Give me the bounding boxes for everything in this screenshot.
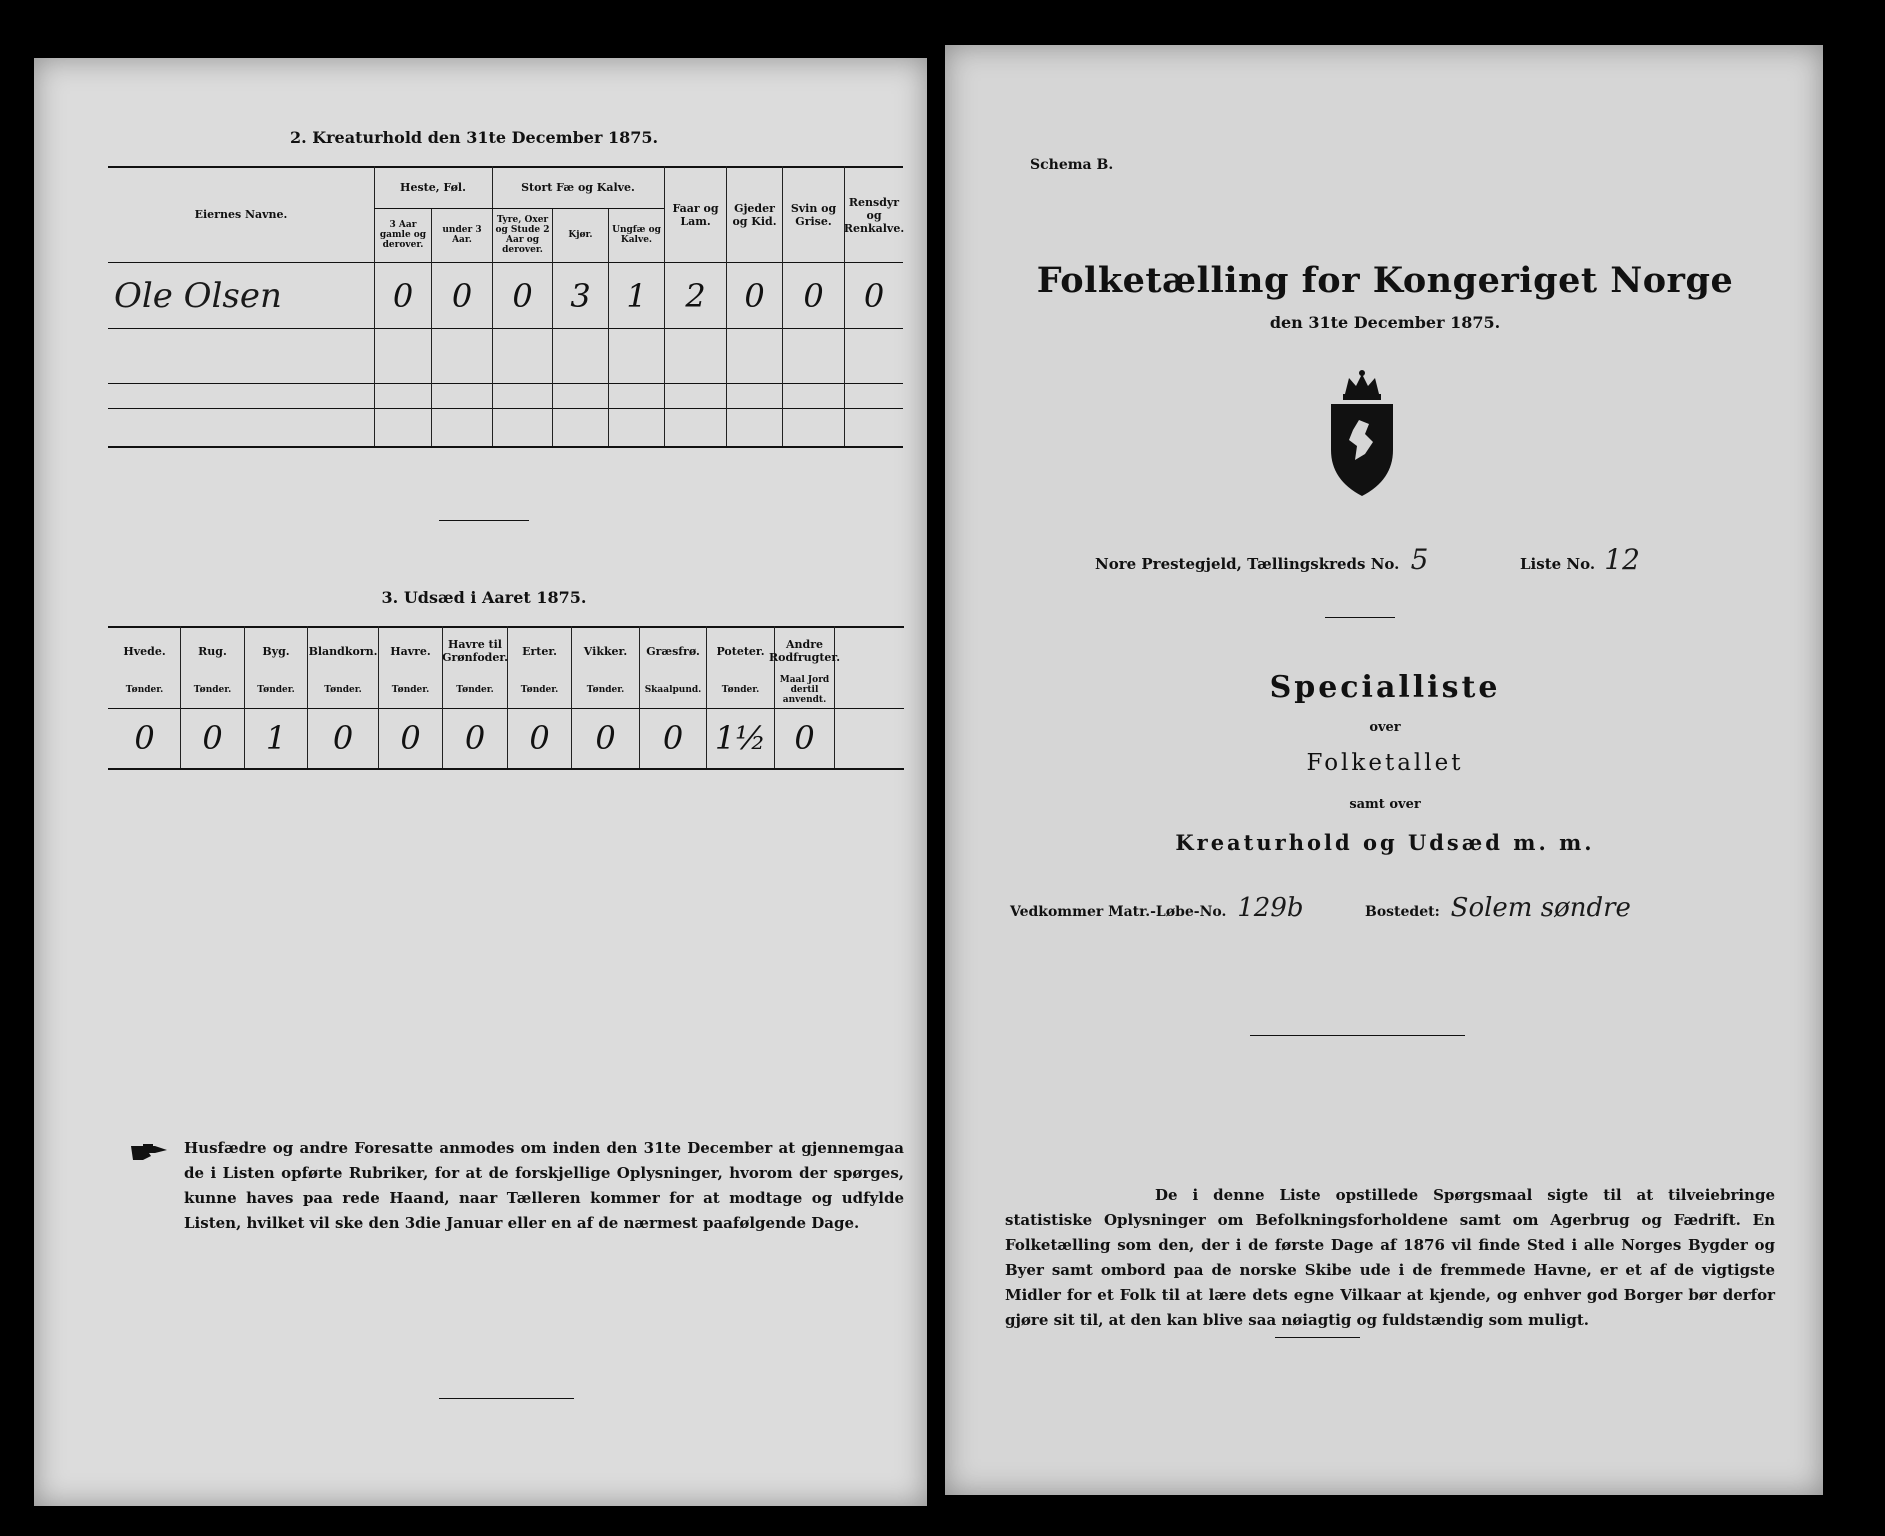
info-text: De i denne Liste opstillede Spørgsmaal sigte til at tilveiebringe statistiske Oplysninger om Befolkningsforholdene samt om Agerbrug og Fædrift. En Folketælling som den, der i de første Dage af 1876 vil finde Sted i alle Norges Bygder og Byer samt ombord paa de norske Skibe ude i de fremmede Havne, er et af de vigtigste Midler for et Folk til at lære dets egne Vilkaar at kjende, og enhver god Borger bør derfor gjøre sit til, at den kan blive saa nøiagtig og fuldstændig som muligt. (1005, 1186, 1775, 1329)
value-rensdyr: 0 (863, 277, 885, 315)
over-label: over (1369, 720, 1401, 735)
col-heste-under3: under 3 Aar. (442, 225, 482, 245)
matr-number: 129b (1237, 893, 1304, 923)
seed-col-header: Havre til Grønfoder. (442, 638, 508, 664)
matr-line (1010, 893, 1304, 923)
prestegjeld-line (1095, 543, 1428, 576)
seed-col-header: Havre. (390, 644, 431, 658)
seed-value: 1 (265, 719, 287, 757)
value-heste-under3: 0 (451, 277, 473, 315)
owner-name-value: Ole Olsen (114, 276, 282, 316)
divider (1275, 1337, 1360, 1338)
col-rensdyr: Rensdyr og Renkalve. (843, 195, 905, 235)
prestegjeld-label: Nore Prestegjeld, (1095, 555, 1242, 573)
kreds-label: Tællingskreds No. (1247, 555, 1400, 573)
seed-col-unit: Maal Jord dertil anvendt. (779, 675, 830, 705)
group-heste: Heste, Føl. (400, 180, 466, 194)
divider (1250, 1035, 1465, 1036)
pointing-hand-icon (129, 1138, 169, 1162)
seed-col-header: Andre Rodfrugter. (768, 638, 841, 664)
matr-label: Vedkommer Matr.-Løbe-No. (1010, 904, 1227, 920)
seed-col-unit: Tønder. (257, 685, 295, 695)
value-heste-3aar: 0 (392, 277, 414, 315)
seed-value: 0 (794, 719, 815, 757)
seed-col-unit: Skaalpund. (644, 685, 702, 695)
specialliste-heading: Specialliste (1269, 670, 1501, 705)
value-tyre: 0 (512, 277, 533, 315)
col-kjor: Kjør. (568, 230, 593, 240)
seed-value: 0 (202, 719, 223, 757)
right-page (945, 45, 1823, 1495)
col-faar: Faar og Lam. (672, 202, 719, 228)
seed-col-header: Hvede. (123, 644, 166, 658)
section3-title: 3. Udsæd i Aaret 1875. (381, 588, 587, 607)
schema-label: Schema B. (1030, 157, 1114, 173)
liste-number: 12 (1604, 543, 1640, 576)
seed-col-unit: Tønder. (586, 685, 625, 695)
seed-col-header: Græsfrø. (646, 644, 700, 658)
seed-value: 0 (332, 719, 354, 757)
seed-col-header: Vikker. (583, 644, 628, 658)
seed-value: 0 (400, 719, 421, 757)
col-tyre: Tyre, Oxer og Stude 2 Aar og derover. (495, 215, 550, 255)
value-faar: 2 (685, 277, 706, 315)
kreaturhold-heading: Kreaturhold og Udsæd m. m. (1175, 830, 1595, 855)
seed-value: 0 (134, 719, 155, 757)
left-page (34, 58, 927, 1506)
seed-col-unit: Tønder. (193, 685, 232, 695)
coat-of-arms-icon (1325, 370, 1399, 498)
value-gjeder: 0 (744, 277, 765, 315)
seed-col-header: Byg. (262, 644, 290, 658)
seed-col-header: Poteter. (716, 644, 765, 658)
liste-label: Liste No. (1520, 555, 1596, 573)
kreds-number: 5 (1410, 543, 1429, 576)
main-title: Folketælling for Kongeriget Norge (1036, 260, 1734, 301)
seed-col-unit: Tønder. (391, 685, 430, 695)
seed-value: 1½ (714, 719, 767, 757)
seed-col-unit: Tønder. (721, 685, 760, 695)
seed-value: 0 (529, 719, 550, 757)
seed-col-unit: Tønder. (456, 685, 494, 695)
bosted-value: Solem søndre (1450, 893, 1631, 923)
col-gjeder: Gjeder og Kid. (732, 202, 777, 228)
seed-col-unit: Tønder. (520, 685, 559, 695)
section2-title: 2. Kreaturhold den 31te December 1875. (289, 128, 659, 147)
subtitle: den 31te December 1875. (1269, 313, 1501, 332)
samt-over-label: samt over (1349, 797, 1421, 812)
divider (439, 1398, 574, 1399)
col-ungfae: Ungfæ og Kalve. (612, 225, 661, 245)
divider (1325, 617, 1395, 618)
value-ungfae: 1 (626, 277, 647, 315)
value-svin: 0 (803, 277, 824, 315)
col-svin: Svin og Grise. (790, 202, 837, 228)
seed-col-unit: Tønder. (125, 685, 164, 695)
divider (439, 520, 529, 521)
bosted-label: Bostedet: (1365, 904, 1440, 920)
seed-value: 0 (595, 719, 616, 757)
col-heste-3aar: 3 Aar gamle og derover. (379, 220, 427, 250)
seed-value: 0 (662, 719, 684, 757)
group-stort-fae: Stort Fæ og Kalve. (521, 180, 635, 194)
seed-col-header: Erter. (522, 644, 557, 658)
col-owner-name: Eiernes Navne. (194, 207, 288, 221)
notice-text: Husfædre og andre Foresatte anmodes om inden den 31te December at gjennemgaa de i Listen opførte Rubriker, for at de forskjellige Oplysninger, hvorom der spørges, kunne haves paa rede Haand, naar Tælleren kommer for at modtage og udfylde Listen, hvilket vil ske den 3die Januar eller en af de nærmest paafølgende Dage. (184, 1139, 904, 1232)
seed-value: 0 (464, 719, 486, 757)
bosted-line (1365, 893, 1631, 923)
folketallet-heading: Folketallet (1306, 750, 1464, 776)
seed-col-header: Blandkorn. (308, 644, 378, 658)
seed-col-unit: Tønder. (324, 685, 362, 695)
value-kjor: 3 (570, 277, 591, 315)
liste-line (1520, 543, 1640, 576)
seed-col-header: Rug. (198, 644, 227, 658)
